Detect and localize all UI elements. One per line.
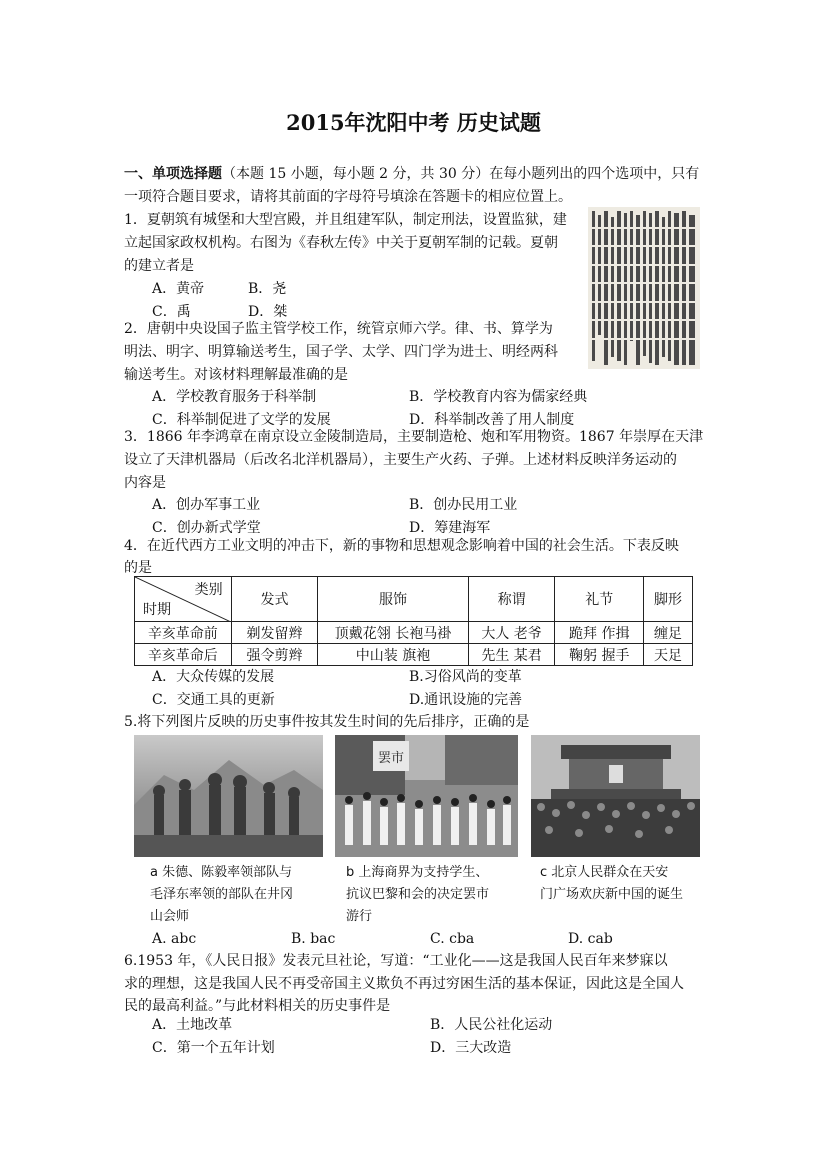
jinggangshan-painting-image (134, 735, 323, 857)
q6-line-1: 6.1953 年，《人民日报》发表元旦社论，写道：“工业化——这是我国人民百年来梦寐以 (124, 953, 668, 969)
q5-option-b: B. bac (291, 931, 336, 947)
caption-a-line-3: 山会师 (150, 909, 190, 924)
caption-b-line-1: b 上海商界为支持学生、 (346, 865, 489, 880)
table-cell: 缠足 (644, 622, 693, 644)
table-cell: 大人 老爷 (468, 622, 555, 644)
table-cell: 跪拜 作揖 (555, 622, 644, 644)
table-cell: 剃发留辫 (231, 622, 318, 644)
shanghai-strike-photo-image (335, 735, 518, 857)
table-header: 服饰 (318, 577, 468, 622)
q1-option-d: D．桀 (248, 304, 288, 320)
q4-option-d: D.通讯设施的完善 (409, 692, 523, 708)
table-cell: 强令剪辫 (231, 644, 318, 666)
table-header: 礼节 (555, 577, 644, 622)
customs-table (134, 576, 693, 666)
section-heading: 一、单项选择题 (124, 166, 222, 182)
q3-option-b: B．创办民用工业 (409, 497, 518, 513)
section-intro (124, 163, 699, 185)
q1-option-a: A．黄帝 (152, 281, 205, 297)
q1-option-c: C．禹 (152, 304, 191, 320)
q2-line-3: 输送考生。对该材料理解最准确的是 (124, 367, 348, 383)
caption-b-line-2: 抗议巴黎和会的决定罢市 (346, 887, 490, 902)
table-corner-cell (135, 577, 232, 622)
caption-c-line-1: c 北京人民群众在天安 (540, 865, 669, 880)
table-cell: 辛亥革命前 (135, 622, 232, 644)
table-row (135, 644, 693, 666)
caption-b-line-3: 游行 (346, 909, 373, 924)
q1-line-3: 的建立者是 (124, 258, 194, 274)
q4-option-c: C．交通工具的更新 (152, 692, 275, 708)
table-corner-bottom: 时期 (143, 602, 171, 618)
table-header: 称谓 (468, 577, 555, 622)
q6-option-a: A．土地改革 (152, 1017, 233, 1033)
table-row (135, 622, 693, 644)
q6-line-2: 求的理想，这是我国人民不再受帝国主义欺负不再过穷困生活的基本保证，因此这是全国人 (124, 976, 684, 992)
table-header: 发式 (231, 577, 318, 622)
q2-option-b: B．学校教育内容为儒家经典 (409, 389, 588, 405)
q6-option-b: B．人民公社化运动 (430, 1017, 553, 1033)
q3-line-1: 3．1866 年李鸿章在南京设立金陵制造局，主要制造枪、炮和军用物资。1867 年崇厚在天津 (124, 429, 704, 445)
section-intro-line2: 一项符合题目要求，请将其前面的字母符号填涂在答题卡的相应位置上。 (124, 189, 572, 205)
table-cell: 先生 某君 (468, 644, 555, 666)
q6-line-3: 民的最高利益。”与此材料相关的历史事件是 (124, 998, 391, 1014)
q3-option-a: A．创办军事工业 (152, 497, 261, 513)
q4-option-b: B.习俗风尚的变革 (409, 669, 522, 685)
q3-option-c: C．创办新式学堂 (152, 520, 261, 536)
q1-line-2: 立起国家政权机构。右图为《春秋左传》中关于夏朝军制的记载。夏朝 (124, 235, 558, 251)
q5-line: 5.将下列图片反映的历史事件按其发生时间的先后排序，正确的是 (124, 714, 530, 730)
q5-option-c: C. cba (430, 931, 475, 947)
table-header: 脚形 (644, 577, 693, 622)
photo-banner-text: 罢市 (377, 751, 405, 766)
q6-option-d: D．三大改造 (430, 1040, 512, 1056)
q2-option-c: C．科举制促进了文学的发展 (152, 412, 331, 428)
q5-option-d: D. cab (568, 931, 613, 947)
q5-option-a: A. abc (152, 931, 197, 947)
q3-option-d: D．筹建海军 (409, 520, 491, 536)
table-cell: 天足 (644, 644, 693, 666)
q4-option-a: A．大众传媒的发展 (152, 669, 275, 685)
q1-line-1: 1．夏朝筑有城堡和大型宫殿，并且组建军队，制定刑法，设置监狱，建 (124, 212, 567, 228)
chunqiu-zuozhuan-scan-image (588, 207, 700, 369)
caption-a-line-1: a 朱德、陈毅率领部队与 (150, 865, 293, 880)
tiananmen-celebration-photo-image (531, 735, 700, 857)
section-intro-text: （本题 15 小题，每小题 2 分，共 30 分）在每小题列出的四个选项中，只有 (222, 166, 700, 182)
q1-option-b: B．尧 (248, 281, 287, 297)
table-corner-top: 类别 (194, 582, 223, 598)
table-cell: 顶戴花翎 长袍马褂 (318, 622, 468, 644)
caption-a-line-2: 毛泽东率领的部队在井冈 (150, 887, 294, 902)
q2-line-2: 明法、明字、明算输送考生，国子学、太学、四门学为进士、明经两科 (124, 344, 558, 360)
q3-line-2: 设立了天津机器局（后改名北洋机器局），主要生产火药、子弹。上述材料反映洋务运动的 (124, 452, 677, 468)
q2-option-d: D．科举制改善了用人制度 (409, 412, 575, 428)
q4-line-1: 4．在近代西方工业文明的冲击下，新的事物和思想观念影响着中国的社会生活。下表反映 (124, 538, 679, 554)
q4-line-2: 的是 (124, 560, 152, 576)
table-cell: 中山装 旗袍 (318, 644, 468, 666)
caption-c-line-2: 门广场欢庆新中国的诞生 (540, 887, 684, 902)
q3-line-3: 内容是 (124, 475, 166, 491)
q6-option-c: C．第一个五年计划 (152, 1040, 275, 1056)
page-title: 2015年沈阳中考 历史试题 (286, 110, 541, 135)
table-cell: 鞠躬 握手 (555, 644, 644, 666)
q2-option-a: A．学校教育服务于科举制 (152, 389, 317, 405)
table-cell: 辛亥革命后 (135, 644, 232, 666)
q2-line-1: 2．唐朝中央设国子监主管学校工作，统管京师六学。律、书、算学为 (124, 321, 553, 337)
